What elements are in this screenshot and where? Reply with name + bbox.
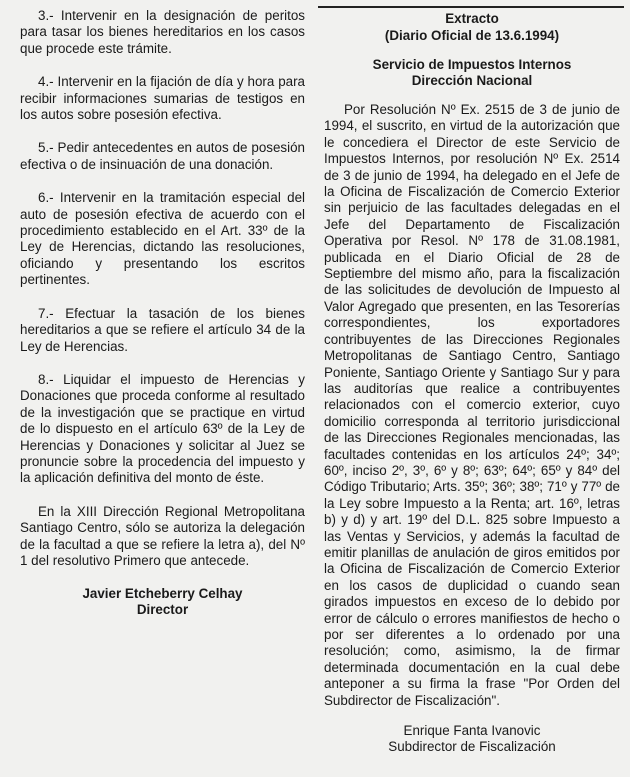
paragraph-item-7: 7.- Efectuar la tasación de los bienes hereditarios a que se refiere el artículo 34 de la Ley de Herencias. <box>20 305 305 354</box>
extract-heading <box>324 10 620 44</box>
right-signature <box>324 723 620 755</box>
agency-name: Servicio de Impuestos Internos <box>372 57 572 72</box>
paragraph-item-3: 3.- Intervenir en la designación de peritos para tasar los bienes hereditarios en los casos que procede este trámite. <box>20 8 305 56</box>
paragraph-item-4: 4.- Intervenir en la fijación de día y hora para recibir informaciones sumarias de testigos en los autos sobre posesión efectiva. <box>20 74 305 123</box>
left-column <box>20 8 305 618</box>
right-column <box>324 8 620 755</box>
agency-heading <box>324 57 620 89</box>
signature-title: Subdirector de Fiscalización <box>388 739 556 755</box>
paragraph-xiii-region: En la XIII Dirección Regional Metropolitana Santiago Centro, sólo se autoriza la delegación de la facultad a que se refiere la letra a), del Nº 1 del resolutivo Primero que antecede. <box>20 503 305 568</box>
office-name: Dirección Nacional <box>411 73 533 88</box>
signature-name: Javier Etcheberry Celhay <box>82 586 243 602</box>
paragraph-item-5: 5.- Pedir antecedentes en autos de posesión efectiva o de insinuación de una donación. <box>20 140 305 172</box>
paragraph-item-6: 6.- Intervenir en la tramitación especial del auto de posesión efectiva de acuerdo con el procedimiento establecido en el Art. 33º de la Ley de Herencias, dictando las resoluciones, oficiando y presentando los escritos pertinentes. <box>20 190 305 288</box>
signature-name: Enrique Fanta Ivanovic <box>403 723 541 739</box>
heading-source: (Diario Oficial de 13.6.1994) <box>384 28 560 43</box>
signature-title: Director <box>136 602 189 618</box>
resolution-body: Por Resolución Nº Ex. 2515 de 3 de junio de 1994, el suscrito, en virtud de la autorización que le concediera el Director de este Servicio de Impuestos Internos, por resolución Nº Ex. 2514 de 3 de junio de 1994, ha delegado en el Jefe de la Oficina de Fiscalización de Comercio Exterior sin perjuicio de las facultades delegadas en el Jefe del Departamento de Fiscalización Operativa por Resol. Nº 178 de 31.08.1981, publicada en el Diario Oficial de 28 de Septiembre del mismo año, para la fiscalización de las solicitudes de devolución de Impuesto al Valor Agregado que presenten, en las Tesorerías correspondientes, los exportadores contribuyentes de las Direcciones Regionales Metropolitanas de Santiago Centro, Santiago Poniente, Santiago Oriente y Santiago Sur y para las auditorías que realice a contribuyentes relacionados con el comercio exterior, cuyo domicilio corresponda al territorio jurisdiccional de las Direcciones Regionales mencionadas, las facultades contenidas en los artículos 24º; 34º; 60º, inciso 2º, 3º, 6º y 8º; 63º; 64º; 65º y 84º del Código Tributario; Arts. 35º; 36º; 38º; 71º y 77º de la Ley sobre Impuesto a la Renta; art. 16º, letras b) y d) y art. 19º del D.L. 825 sobre Impuesto a las Ventas y Servicios, y además la facultad de emitir planillas de anulación de giros emitidos por la Oficina de Fiscalización de Comercio Exterior en los casos de duplicidad o cuando sean girados impuestos en exceso de lo debido por error de cálculo o errores manifiestos de hecho o por ser diferentes a lo ordenado por una resolución; como, asimismo, la de firmar determinada documentación en la cual debe anteponer a su firma la frase "Por Orden del Subdirector de Fiscalización". <box>324 102 620 708</box>
left-signature <box>20 586 305 618</box>
heading-title: Extracto <box>445 11 499 26</box>
paragraph-item-8: 8.- Liquidar el impuesto de Herencias y Donaciones que proceda conforme al resultado de la investigación que se practique en virtud de lo dispuesto en el artículo 63º de la Ley de Herencias y Donaciones y solicitar al Juez se pronuncie sobre la procedencia del impuesto y la aplicación definitiva del monto de éste. <box>20 371 305 486</box>
